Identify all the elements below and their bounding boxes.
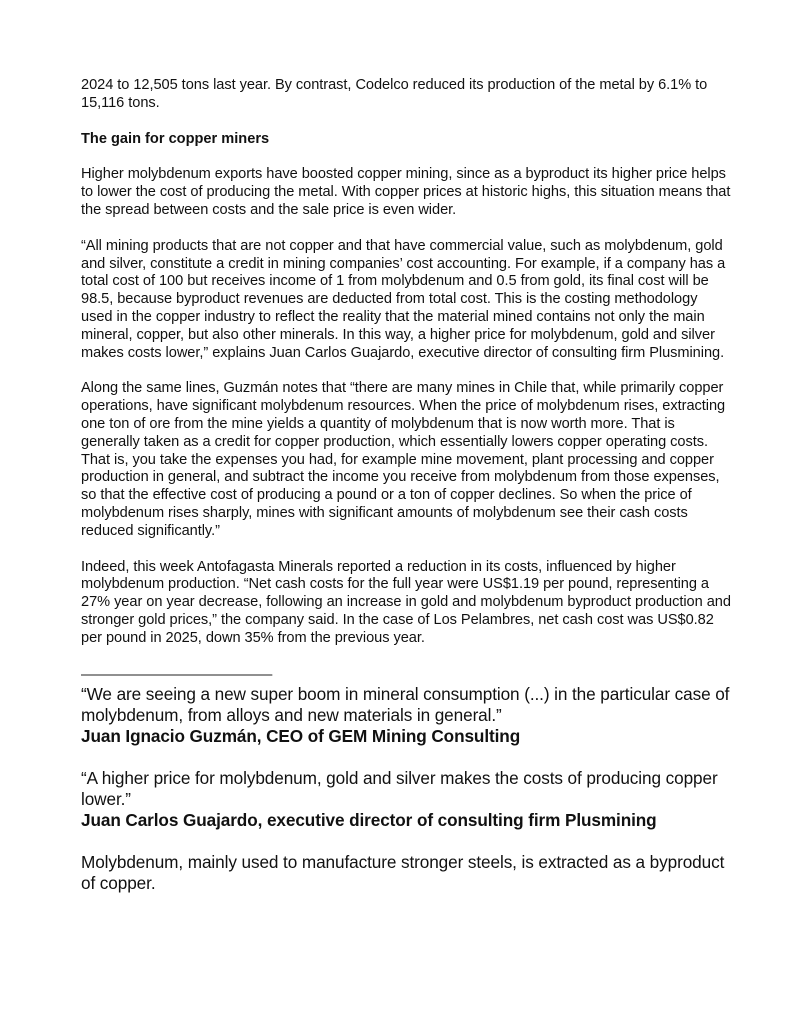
pull-quote — [81, 768, 731, 831]
separator-line: —————————————— — [81, 666, 272, 683]
paragraph-byproduct-benefit: Higher molybdenum exports have boosted copper mining, since as a byproduct its higher price helps to lower the cost of producing the metal. With copper prices at historic highs, this situation means that the spread between costs and the sale price is even wider. — [81, 166, 731, 218]
paragraph-guzman-quote: Along the same lines, Guzmán notes that “there are many mines in Chile that, while primarily copper operations, have significant molybdenum resources. When the price of molybdenum rises, extracting one ton of ore from the mine yields a quantity of molybdenum that is now worth more. That is generally taken as a credit for copper production, which essentially lowers copper operating costs. That is, you take the expenses you had, for example mine movement, plant processing and copper production in general, and subtract the income you receive from molybdenum from those expenses, so that the effective cost of producing a pound or a ton of copper declines. So when the price of molybdenum rises sharply, mines with significant amounts of molybdenum see their cash costs reduced significantly.” — [81, 380, 726, 539]
document-page — [81, 77, 731, 894]
pull-quote-attribution: Juan Carlos Guajardo, executive director of consulting firm Plusmining — [81, 809, 657, 830]
pull-quote-text: “We are seeing a new super boom in mineral consumption (...) in the particular case of molybdenum, from alloys and new materials in general.” — [81, 683, 730, 725]
pull-quote-attribution: Juan Ignacio Guzmán, CEO of GEM Mining Consulting — [81, 725, 521, 746]
section-heading: The gain for copper miners — [81, 130, 270, 147]
paragraph-guajardo-quote: “All mining products that are not copper and that have commercial value, such as molybdenum, gold and silver, constitute a credit in mining companies’ cost accounting. For example, if a company has a total cost of 100 but receives income of 1 from molybdenum and 0.5 from gold, its final cost will be 98.5, because byproduct revenues are deducted from total cost. This is the costing methodology used in the copper industry to reflect the reality that the material mined contains not only the main mineral, copper, but also other minerals. In this way, a higher price for molybdenum, gold and silver makes costs lower,” explains Juan Carlos Guajardo, executive director of consulting firm Plusmining. — [81, 237, 726, 361]
pull-quote-text: “A higher price for molybdenum, gold and silver makes the costs of producing copper lower.” — [81, 767, 718, 809]
paragraph-codelco-production: 2024 to 12,505 tons last year. By contrast, Codelco reduced its production of the metal by 6.1% to 15,116 tons. — [81, 77, 708, 111]
paragraph-antofagasta-costs: Indeed, this week Antofagasta Minerals reported a reduction in its costs, influenced by higher molybdenum production. “Net cash costs for the full year were US$1.19 per pound, representing a 27% year on year decrease, following an increase in gold and molybdenum byproduct production and stronger gold prices,” the company said. In the case of Los Pelambres, net cash cost was US$0.82 per pound in 2025, down 35% from the previous year. — [81, 558, 731, 646]
pull-quote — [81, 684, 731, 747]
image-caption: Molybdenum, mainly used to manufacture stronger steels, is extracted as a byproduct of copper. — [81, 851, 725, 893]
